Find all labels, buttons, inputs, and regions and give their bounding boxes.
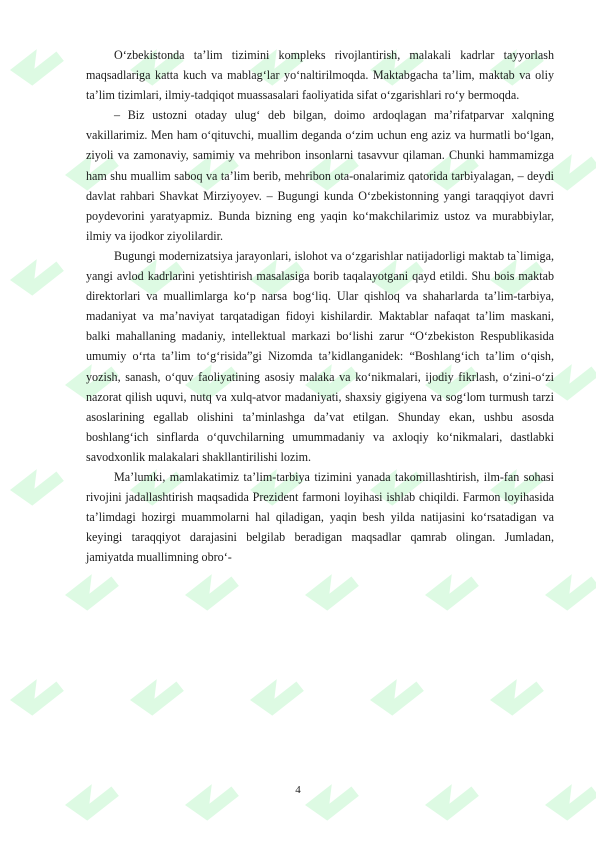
watermark-mark: [185, 565, 239, 615]
watermark-mark: [10, 670, 64, 720]
watermark-mark: [545, 775, 596, 825]
watermark-mark: [65, 565, 119, 615]
paragraph-2: – Biz ustozni otaday ulug‘ deb bilgan, doimo ardoqlagan ma’rifatparvar xalqning vakillarimiz. Men ham o‘qituvchi, muallim deganda o‘zim uchun eng aziz va hurmatli bo‘lgan, ziyoli va zamonaviy, samimiy va mehribon insonlarni tasavvur qilaman. Chunki hammamizga ham shu muallim saboq va ta’lim berib, mehribon ota-onalarimiz qatorida tarbiyalagan, – deydi davlat rahbari Shavkat Mirziyoyev. – Bugungi kunda O‘zbekistonning yangi taraqqiyot davri poydevorini yaratyapmiz. Bunda bizning eng yaqin ko‘makchilarimiz ustoz va murabbiylar, ilmiy va ijodkor ziyolilardir.: [86, 108, 554, 243]
watermark-mark: [425, 775, 479, 825]
watermark-mark: [490, 670, 544, 720]
paragraph-4: Ma’lumki, mamlakatimiz ta’lim-tarbiya tizimini yanada takomillashtirish, ilm-fan sohasi rivojini jadallashtirish maqsadida Prezident farmoni loyihasi ishlab chiqildi. Farmon loyihasida ta’limdagi hozirgi muammolarni hal qiladigan, yaqin besh yilda natijasini ko‘rsatadigan va keyingi taraqqiyot darajasini belgilab beradigan maqsadlar qamrab olingan. Jumladan, jamiyatda muallimning obro‘-: [86, 469, 554, 565]
watermark-mark: [130, 670, 184, 720]
watermark-mark: [10, 460, 64, 510]
paragraph-3: Bugungi modernizatsiya jarayonlari, islohot va o‘zgarishlar natijadorligi maktab ta`limiga, yangi avlod kadrlarini yetishtirish masalasiga borib taqalayotgani qayd etildi. Shu bois maktab direktorlari va muallimlarga ko‘p narsa bog‘liq. Ular qishloq va shaharlarda ta’lim-tarbiya, madaniyat va ma’naviyat tarqatadigan fidoyi kishilardir. Maktablar nafaqat ta’lim maskani, balki mahallaning madaniy, intellektual markazi bo‘lishi zarur “O‘zbekiston Respublikasida umumiy o‘rta ta’lim to‘g‘risida”gi Nizomda ta’kidlanganidek: “Boshlang‘ich ta’lim o‘qish, yozish, sanash, o‘quv faoliyatining asosiy malaka va ko‘nikmalari, ijodiy fikrlash, o‘zini-o‘zi nazorat qilish uquvi, nutq va xulq-atvor madaniyati, shaxsiy gigiyena va sog‘lom turmush tarzi asoslarining egallab olishini ta’minlashga da’vat etilgan. Shunday ekan, ushbu asosda boshlang‘ich sinflarda o‘quvchilarning umummadaniy va axloqiy ko‘nikmalari, dastlabki savodxonlik malakalari shakllantirilishi lozim.: [86, 248, 554, 464]
document-body: [86, 45, 554, 567]
page-number: 4: [295, 784, 301, 796]
watermark-mark: [425, 565, 479, 615]
watermark-mark: [185, 775, 239, 825]
watermark-mark: [545, 565, 596, 615]
watermark-mark: [10, 40, 64, 90]
watermark-mark: [65, 775, 119, 825]
watermark-mark: [250, 670, 304, 720]
watermark-mark: [305, 775, 359, 825]
watermark-mark: [10, 250, 64, 300]
watermark-mark: [305, 565, 359, 615]
paragraph-1: O‘zbekistonda ta’lim tizimini kompleks rivojlantirish, malakali kadrlar tayyorlash maqsadlariga katta kuch va mablag‘lar yo‘naltirilmoqda. Maktabgacha ta’lim, maktab va oliy ta’lim tizimlari, ilmiy-tadqiqot muassasalari faoliyatida sifat o‘zgarishlari ro‘y bermoqda.: [86, 48, 554, 103]
watermark-mark: [370, 670, 424, 720]
